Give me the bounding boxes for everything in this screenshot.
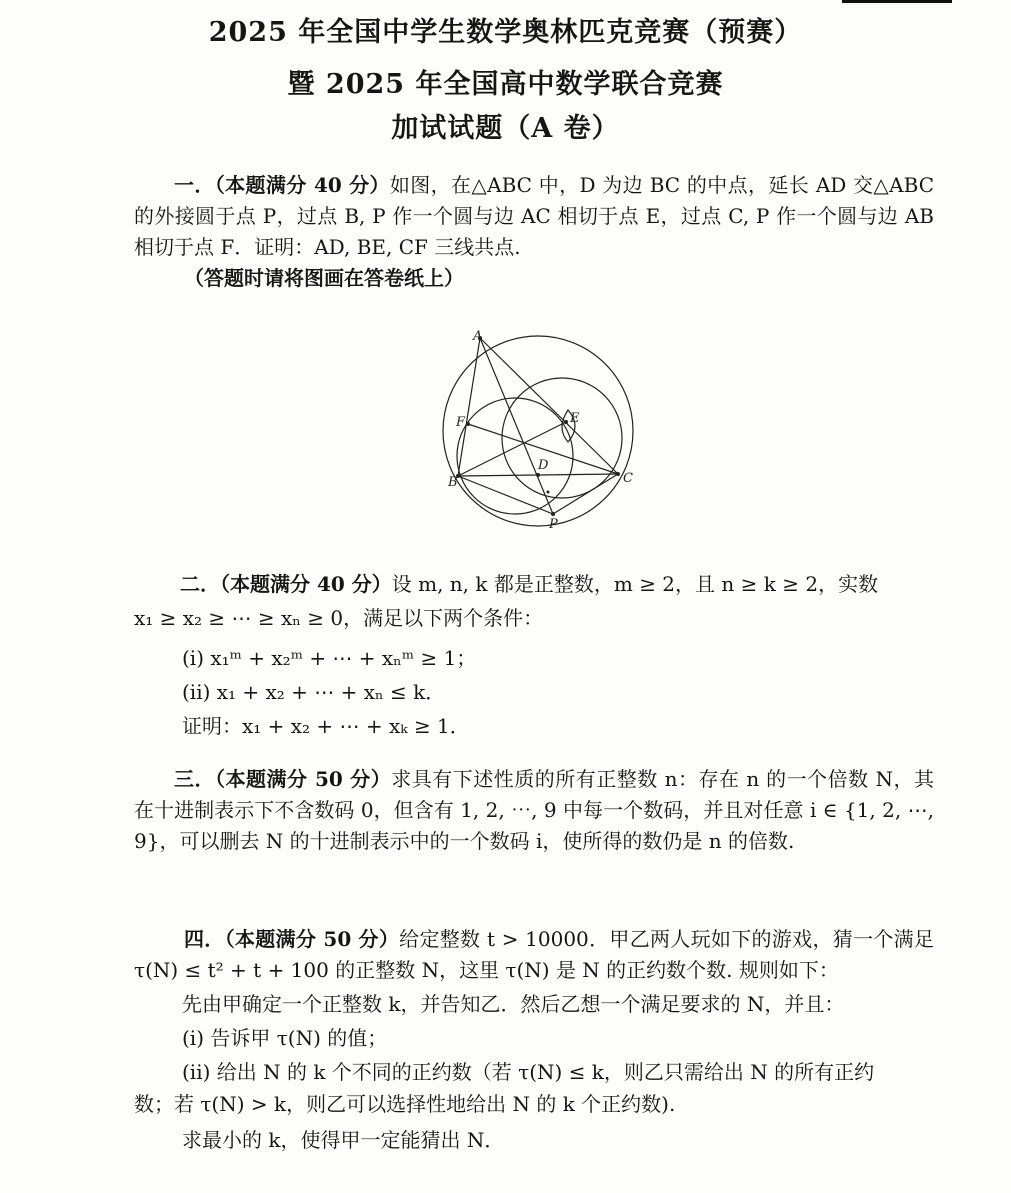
label-f: F [456, 415, 466, 430]
line-cp [553, 474, 618, 514]
problem4-item2-line2: 数；若 τ(N) > k，则乙可以选择性地给出 N 的 k 个正约数). [134, 1092, 676, 1116]
point-e [564, 420, 568, 424]
problem2-intro-text: 设 m, n, k 都是正整数，m ≥ 2，且 n ≥ k ≥ 2，实数 [391, 572, 879, 596]
side-ac [480, 338, 618, 474]
problem2-prove: 证明：x₁ + x₂ + ⋯ + xₖ ≥ 1． [182, 714, 470, 738]
problem3-heading: 三．（本题满分 50 分） [174, 767, 392, 791]
problem4-heading: 四．（本题满分 50 分） [184, 927, 400, 951]
top-right-rule [842, 0, 952, 3]
label-a: A [473, 329, 483, 344]
line-be [458, 422, 566, 476]
point-f [466, 422, 470, 426]
center-dot [547, 491, 550, 494]
problem4-final: 求最小的 k，使得甲一定能猜出 N． [182, 1128, 505, 1152]
label-p: P [549, 517, 558, 532]
problem3 [134, 764, 934, 857]
problem4-text: 给定整数 t > 10000．甲乙两人玩如下的游戏，猜一个满足 τ(N) ≤ t² + t + 100 的正整数 N，这里 τ(N) 是 N 的正约数个数. 规则如下： [134, 927, 934, 982]
problem2-heading: 二．（本题满分 40 分） [180, 572, 392, 596]
label-c: C [623, 471, 633, 486]
label-d: D [538, 458, 549, 473]
problem3-text: 求具有下述性质的所有正整数 n：存在 n 的一个倍数 N，其在十进制表示下不含数码 0，但含有 1, 2, ⋯, 9 中每一个数码，并且对任意 i ∈ {1, 2, ⋯, 9}，可以删去 N 的十进制表示中的一个数码 i，使所得的数仍是 n 的倍数. [134, 767, 934, 853]
point-d [536, 473, 540, 477]
problem4-item1: (i) 告诉甲 τ(N) 的值； [182, 1026, 388, 1050]
exam-title-line1: 2025 年全国中学生数学奥林匹克竞赛（预赛） [208, 17, 803, 48]
label-b: B [448, 475, 458, 490]
exam-title-line3: 加试试题（A 卷） [391, 113, 620, 144]
problem1-text: 如图，在△ABC 中，D 为边 BC 的中点，延长 AD 交△ABC 的外接圆于点 P，过点 B, P 作一个圆与边 AC 相切于点 E，过点 C, P 作一个圆与边 AB 相切于点 F．证明：AD, BE, CF 三线共点. [134, 173, 934, 259]
problem1-heading: 一．（本题满分 40 分） [174, 173, 390, 197]
geometry-figure [420, 318, 650, 538]
circumcircle [443, 336, 633, 526]
problem2-intro-line1 [180, 568, 878, 597]
problem2-condition-2: (ii) x₁ + x₂ + ⋯ + xₙ ≤ k． [182, 680, 446, 704]
problem1-note: （答题时请将图画在答卷纸上） [184, 266, 464, 290]
point-p [551, 512, 555, 516]
line-ap [480, 338, 553, 514]
point-c [616, 472, 620, 476]
problem2-intro-line2: x₁ ≥ x₂ ≥ ⋯ ≥ xₙ ≥ 0，满足以下两个条件： [134, 606, 544, 630]
problem4 [134, 924, 934, 986]
circle-through-b-p [457, 398, 573, 514]
problem2-condition-1: (i) x₁ᵐ + x₂ᵐ + ⋯ + xₙᵐ ≥ 1； [182, 646, 477, 670]
problem4-item2-line1: (ii) 给出 N 的 k 个不同的正约数（若 τ(N) ≤ k，则乙只需给出 N 的所有正约 [182, 1060, 875, 1084]
problem4-line3: 先由甲确定一个正整数 k，并告知乙．然后乙想一个满足要求的 N，并且： [182, 992, 845, 1016]
circle-through-c-p [502, 378, 622, 498]
side-ab [458, 338, 480, 476]
label-e: E [570, 411, 580, 426]
exam-title-line2: 暨 2025 年全国高中数学联合竞赛 [287, 69, 724, 100]
problem1 [134, 170, 934, 263]
